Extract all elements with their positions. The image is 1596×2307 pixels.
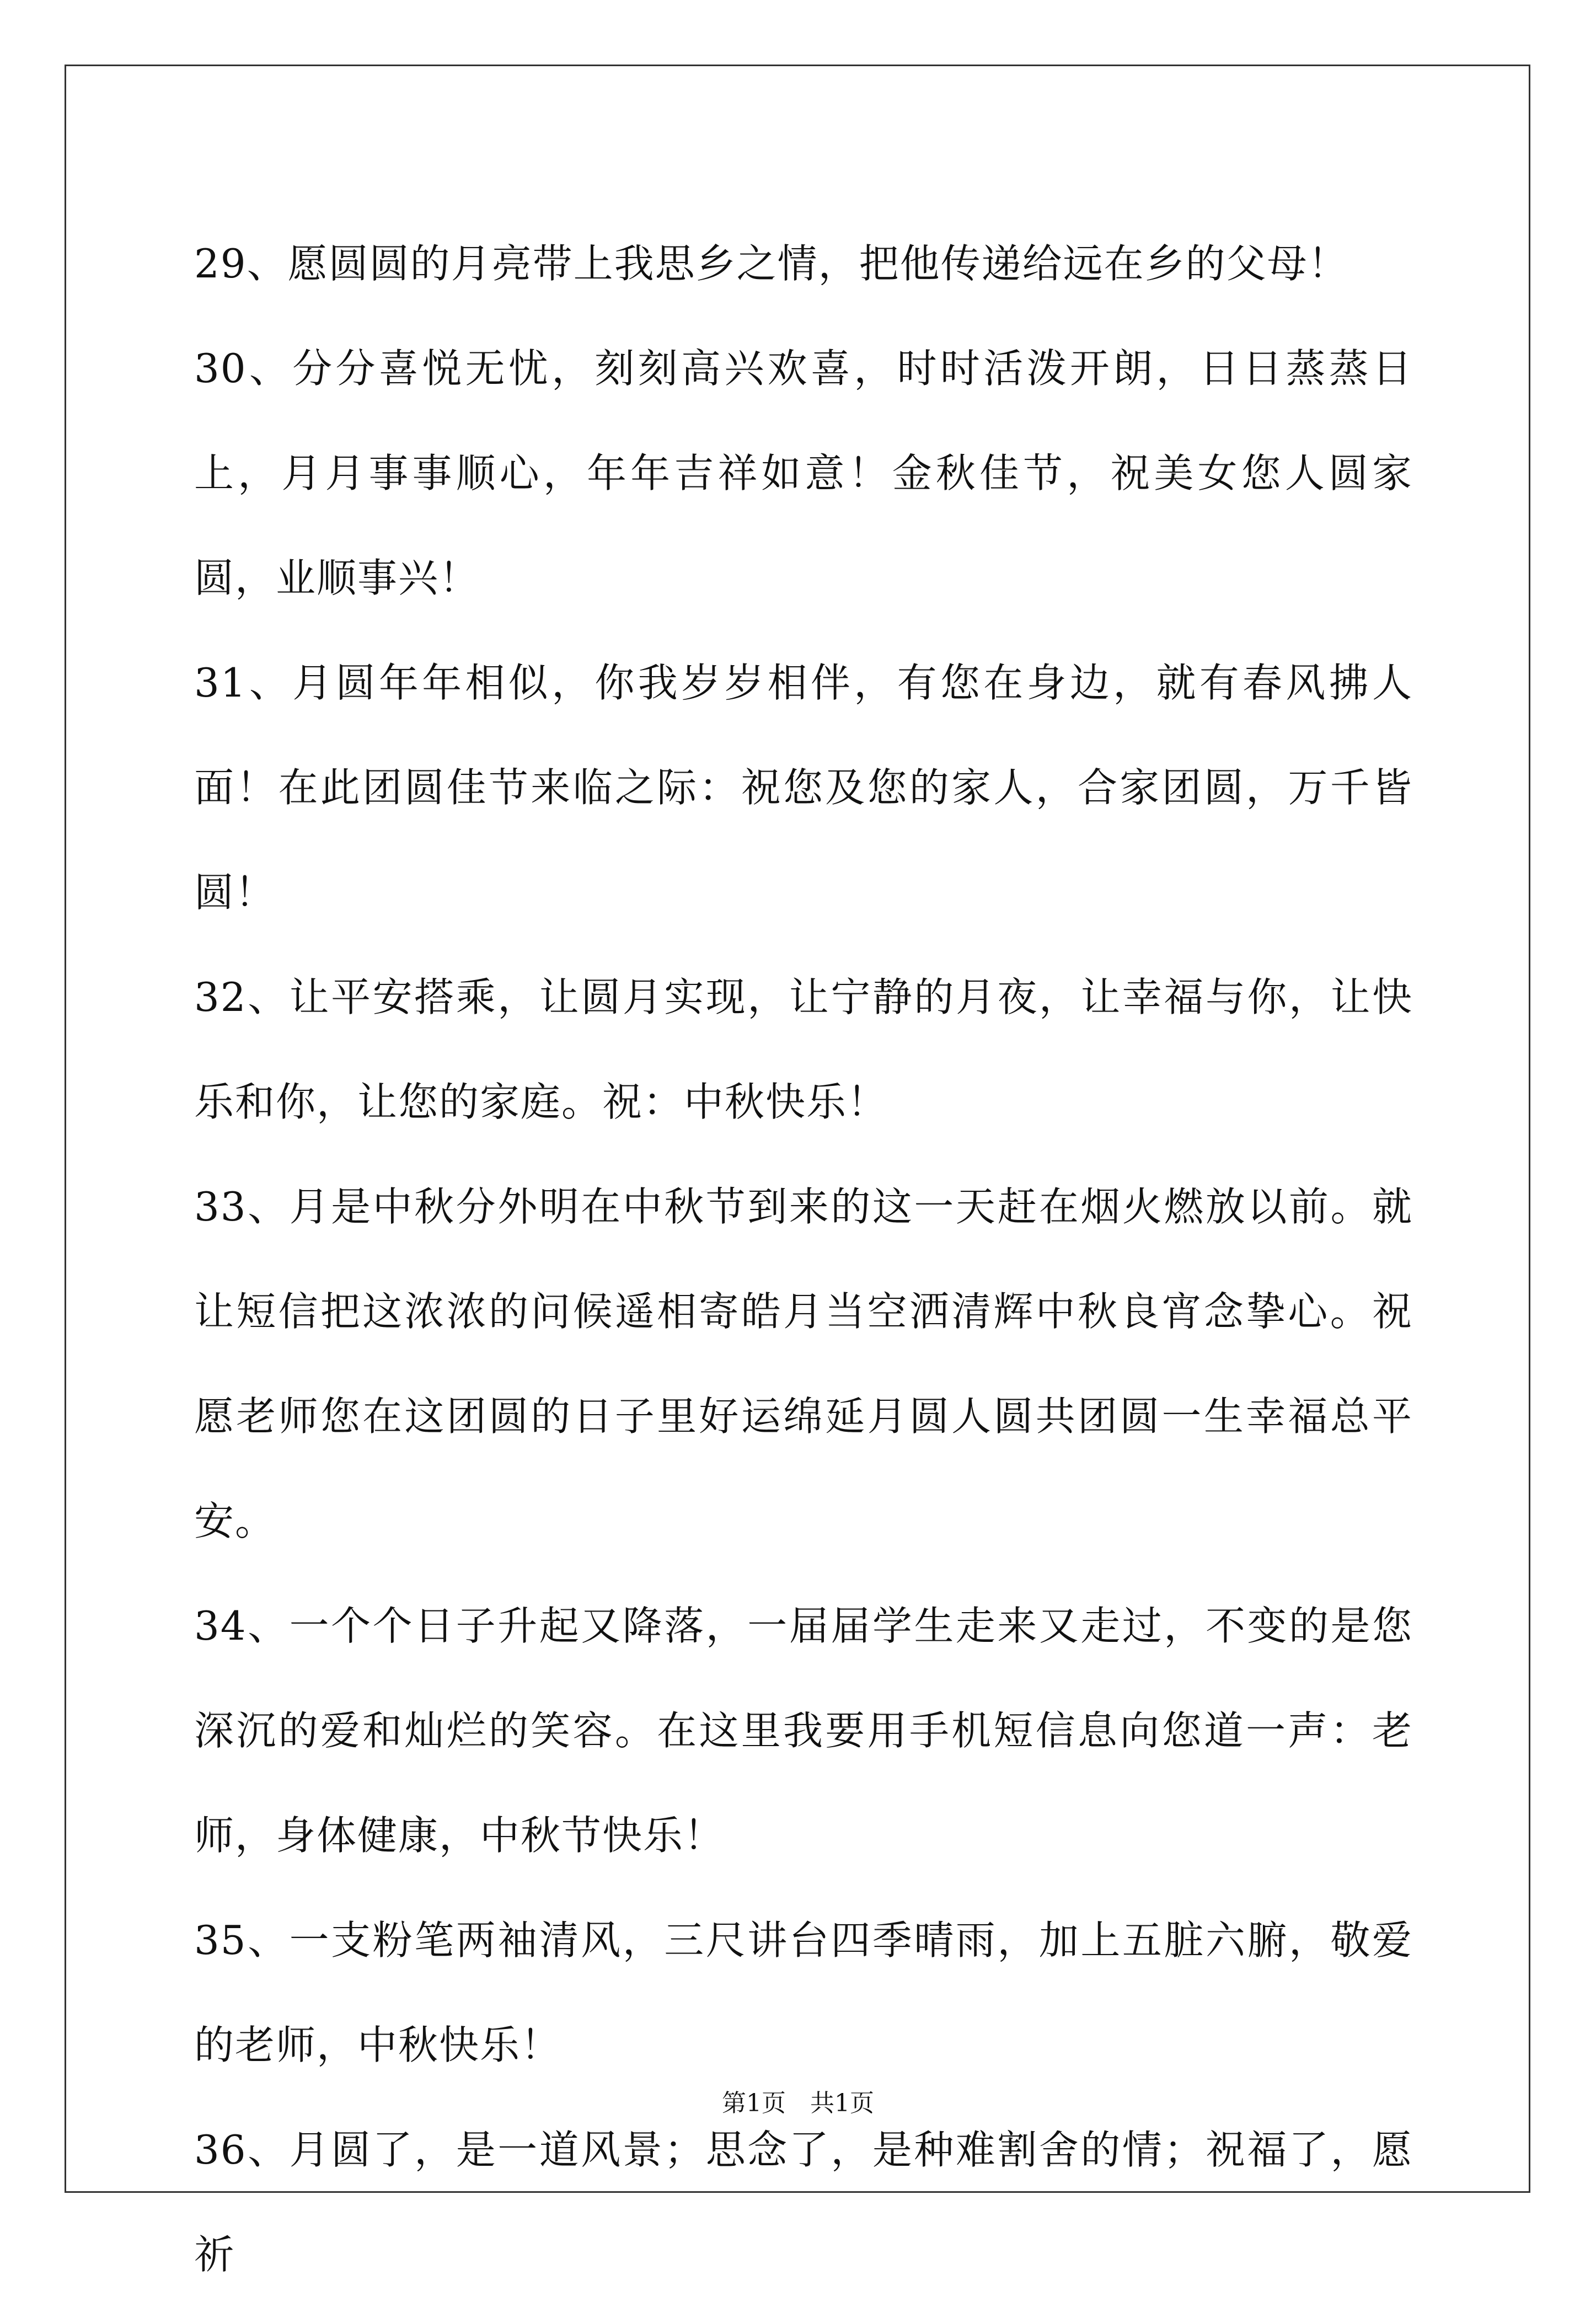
paragraph-35: 35、一支粉笔两袖清风，三尺讲台四季晴雨，加上五脏六腑，敬爱的老师，中秋快乐！ bbox=[194, 1917, 1413, 2068]
paragraph-31: 31、月圆年年相似，你我岁岁相伴，有您在身边，就有春风拂人面！在此团圆佳节来临之际：祝您及您的家人，合家团圆，万千皆圆！ bbox=[194, 660, 1413, 916]
paragraph-30: 30、分分喜悦无忧，刻刻高兴欢喜，时时活泼开朗，日日蒸蒸日上，月月事事顺心，年年吉祥如意！金秋佳节，祝美女您人圆家圆，业顺事兴！ bbox=[194, 345, 1413, 601]
page-number: 第1页 bbox=[722, 2089, 786, 2117]
paragraph-34: 34、一个个日子升起又降落，一届届学生走来又走过，不变的是您深沉的爱和灿烂的笑容。在这里我要用手机短信息向您道一声：老师，身体健康，中秋节快乐！ bbox=[194, 1603, 1413, 1859]
paragraph-29: 29、愿圆圆的月亮带上我思乡之情，把他传递给远在乡的父母！ bbox=[194, 240, 1349, 287]
paragraph-32: 32、让平安搭乘，让圆月实现，让宁静的月夜，让幸福与你，让快乐和你，让您的家庭。祝：中秋快乐！ bbox=[194, 974, 1413, 1125]
page-total: 共1页 bbox=[810, 2089, 874, 2117]
paragraph-33: 33、月是中秋分外明在中秋节到来的这一天赶在烟火燃放以前。就让短信把这浓浓的问候遥相寄皓月当空洒清辉中秋良宵念挚心。祝愿老师您在这团圆的日子里好运绵延月圆人圆共团圆一生幸福总平安。 bbox=[194, 1184, 1413, 1544]
paragraph-36: 36、月圆了，是一道风景；思念了，是种难割舍的情；祝福了，愿祈 bbox=[194, 2127, 1413, 2278]
page-footer bbox=[0, 2083, 1596, 2118]
document-body bbox=[194, 211, 1413, 2307]
